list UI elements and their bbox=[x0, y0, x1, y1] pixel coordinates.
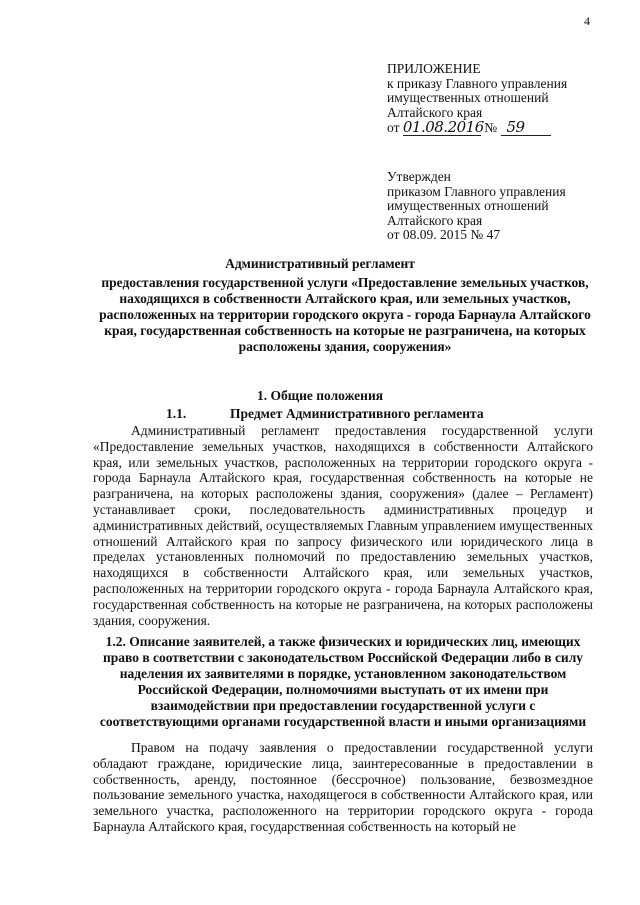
approved-line-4: от 08.09. 2015 № 47 bbox=[387, 227, 501, 242]
appendix-date-line bbox=[387, 120, 567, 136]
section-1-1-heading bbox=[166, 406, 484, 422]
appendix-line-1: к приказу Главного управления bbox=[387, 75, 568, 91]
approved-block bbox=[387, 170, 566, 243]
appendix-heading: ПРИЛОЖЕНИЕ bbox=[387, 61, 481, 76]
section-1-2-heading: 1.2. Описание заявителей, а также физических и юридических лиц, имеющих право в соответствии с законодательством Российской Федерации либо в силу наделения их заявителями в порядке, установленном законодательством Российской Федерации, полномочиями выступать от их имени при взаимодействии при предоставлении государственной услуги с соответствующими органами государственной власти и иными организациями bbox=[99, 634, 587, 729]
date-prefix: от bbox=[387, 120, 400, 135]
document-subtitle: предоставления государственной услуги «Предоставление земельных участков, находящихся в собственности Алтайского края, или земельных участков, расположенных на территории городского округа - города Барнаула Алтайского края, государственная собственность на которые не разграничена, на которых расположены здания, сооружения» bbox=[99, 275, 591, 354]
section-1-1-paragraph: Административный регламент предоставления государственной услуги «Предоставление земельных участков, находящихся в собственности Алтайского края, или земельных участков, расположенных на территории городского округа - города Барнаула Алтайского края, государственная собственность на которые не разграничена, на которых расположены здания, сооружения» (далее – Регламент) устанавливает сроки, последовательность административных процедур и административных действий, осуществляемых Главным управлением имущественных отношений Алтайского края по запросу физического или юридического лица в пределах установленных полномочий по предоставлению земельных участков, находящихся в собственности Алтайского края, или земельных участков, расположенных на территории городского округа - города Барнаула Алтайского края, государственная собственность на которые не разграничена, на которых расположены здания, сооружения. bbox=[93, 423, 593, 628]
approved-line-2: имущественных отношений bbox=[387, 198, 549, 213]
section-1-heading: 1. Общие положения bbox=[256, 388, 384, 403]
appendix-line-2: имущественных отношений bbox=[387, 90, 549, 105]
section-1-1-number: 1.1. bbox=[166, 406, 187, 421]
section-1-2-paragraph: Правом на подачу заявления о предоставлении государственной услуги обладают граждане, юридические лица, заинтересованные в предоставлении в собственность, аренду, постоянное (бессрочное) пользование, безвозмездное пользование земельного участка, находящегося в собственности Алтайского края, или земельного участка, расположенного на территории городского округа - города Барнаула Алтайского края, государственная собственность на который не bbox=[93, 740, 593, 834]
approved-heading: Утвержден bbox=[387, 169, 451, 184]
appendix-block bbox=[387, 62, 567, 136]
approved-line-1: приказом Главного управления bbox=[387, 183, 566, 199]
number-sign: № bbox=[484, 120, 498, 135]
handwritten-number: 59 bbox=[501, 120, 551, 136]
section-1-1-title: Предмет Административного регламента bbox=[230, 406, 484, 421]
document-title: Административный регламент bbox=[225, 256, 415, 271]
page-number: 4 bbox=[584, 14, 590, 28]
approved-line-3: Алтайского края bbox=[387, 212, 483, 228]
appendix-line-3: Алтайского края bbox=[387, 104, 483, 120]
handwritten-date: 01.08.2016 bbox=[402, 118, 484, 136]
